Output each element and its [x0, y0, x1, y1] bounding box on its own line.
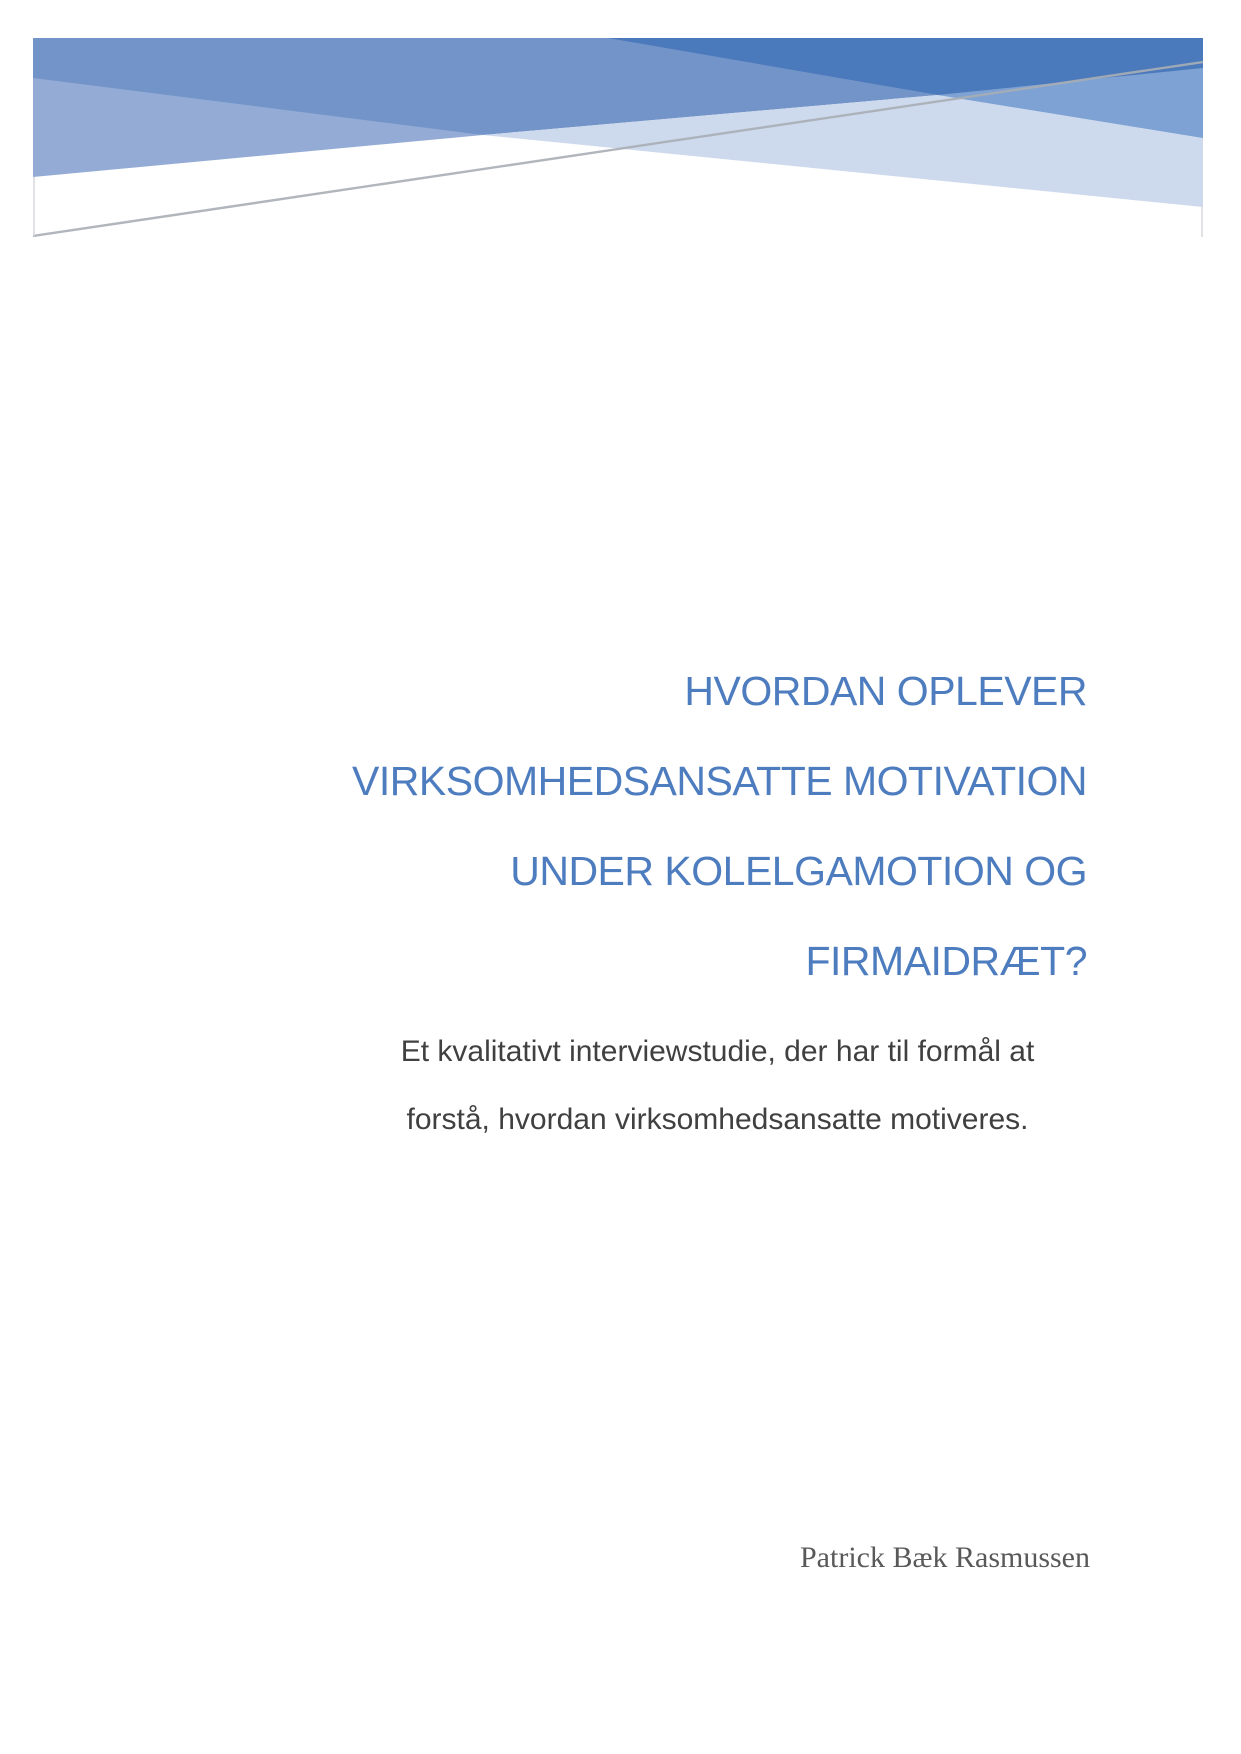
cover-banner-graphic	[33, 38, 1203, 238]
document-title	[100, 646, 1087, 1006]
title-line-4: FIRMAIDRÆT?	[805, 938, 1087, 984]
banner-slices-svg	[33, 38, 1203, 238]
title-line-1: HVORDAN OPLEVER	[684, 668, 1087, 714]
title-line-2: VIRKSOMHEDSANSATTE MOTIVATION	[352, 758, 1087, 804]
document-subtitle	[330, 1018, 1105, 1154]
subtitle-line-2: forstå, hvordan virksomhedsansatte motiveres.	[406, 1103, 1029, 1136]
title-line-3: UNDER KOLELGAMOTION OG	[510, 848, 1087, 894]
author-name: Patrick Bæk Rasmussen	[800, 1541, 1090, 1574]
subtitle-line-1: Et kvalitativt interviewstudie, der har til formål at	[400, 1035, 1035, 1068]
